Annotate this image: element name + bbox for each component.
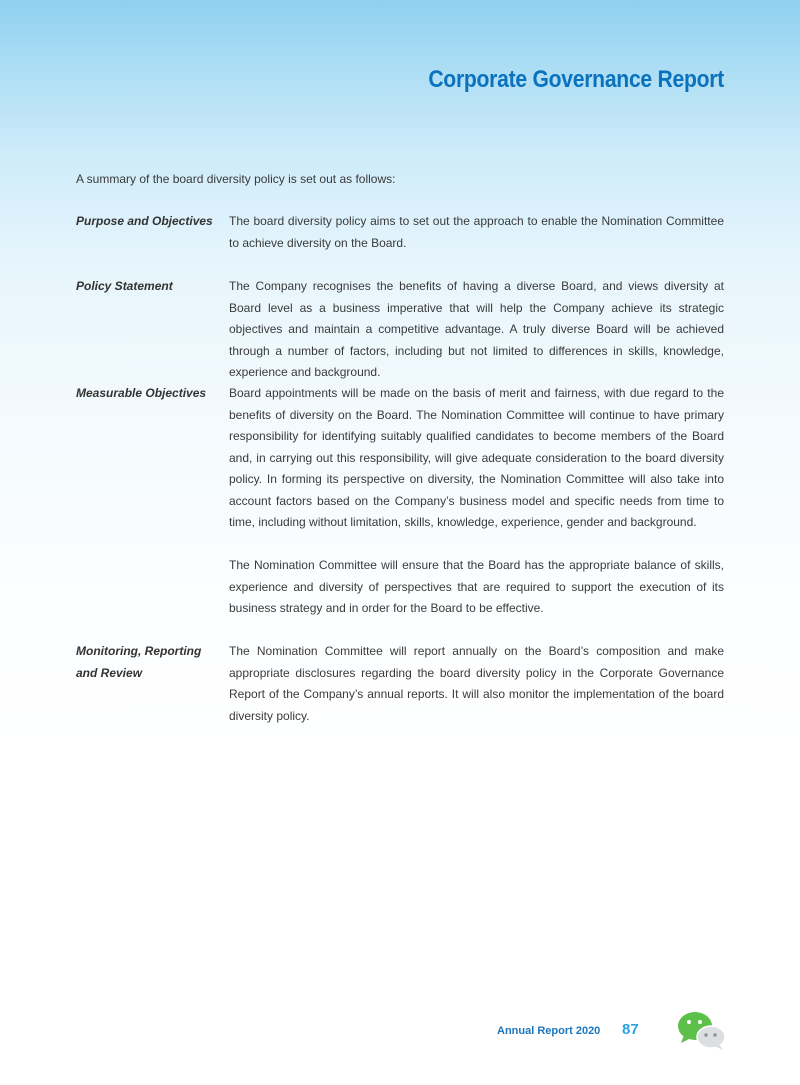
section-label-line: Monitoring, Reporting (76, 644, 202, 658)
paragraph: Board appointments will be made on the basis of merit and fairness, with due regard to the benefits of diversity on the Board. The Nomination Committee will continue to have primary responsibility for identifying suitably qualified candidates to become members of the Board and, in carrying out this responsibility, will give adequate consideration to the board diversity policy. In forming its perspective on diversity, the Nomination Committee will also take into account factors based on the Company’s business model and specific needs from time to time, including without limitation, skills, knowledge, experience, gender and background. (229, 386, 724, 529)
page-number: 87 (622, 1021, 639, 1038)
section-label-line: and Review (76, 665, 143, 680)
section-body (229, 211, 724, 254)
paragraph: The Company recognises the benefits of having a diverse Board, and views diversity at Board level as a business imperative that will help the Company achieve its strategic objectives and maintain a competitive advantage. A truly diverse Board will be achieved through a number of factors, including but not limited to differences in skills, knowledge, experience and background. (229, 279, 724, 379)
section-label: Purpose and Objectives (76, 214, 213, 228)
section-body (229, 641, 724, 727)
section-label (76, 641, 226, 684)
section-label: Measurable Objectives (76, 386, 207, 400)
section-body (229, 383, 724, 620)
intro-text: A summary of the board diversity policy is set out as follows: (76, 172, 396, 186)
section-label: Policy Statement (76, 279, 173, 293)
section-body (229, 276, 724, 384)
paragraph: The Nomination Committee will ensure that the Board has the appropriate balance of skills, experience and diversity of perspectives that are required to support the execution of its business strategy and in order for the Board to be effective. (229, 558, 724, 615)
footer-report-label: Annual Report 2020 (497, 1025, 601, 1037)
page-title: Corporate Governance Report (428, 66, 724, 93)
chat-bubbles-icon (677, 1011, 727, 1051)
paragraph: The board diversity policy aims to set out the approach to enable the Nomination Committee to achieve diversity on the Board. (229, 214, 724, 250)
paragraph: The Nomination Committee will report annually on the Board’s composition and make appropriate disclosures regarding the board diversity policy in the Corporate Governance Report of the Company’s annual reports. It will also monitor the implementation of the board diversity policy. (229, 644, 724, 723)
